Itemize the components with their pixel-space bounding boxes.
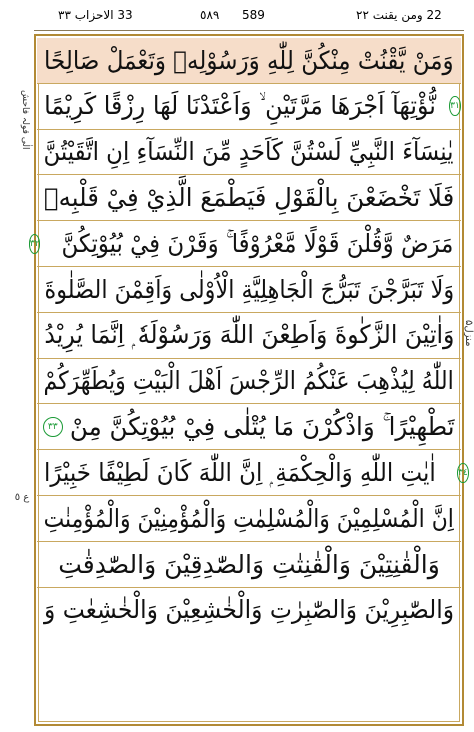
juz-label: 22 ومن يقنت ٢٢	[356, 8, 442, 22]
verse-text: يٰنِسَآءَ النَّبِيِّ لَسْتُنَّ كَاَحَدٍ مِّنَ النِّسَآءِ اِنِ اتَّقَيْتُنَّ	[44, 137, 454, 167]
verse-line	[37, 588, 461, 633]
verse-text: وَمَنْ يَّقْنُتْ مِنْكُنَّ لِلّٰهِ وَرَسُوْلِهٖ وَتَعْمَلْ صَالِحًا	[44, 45, 454, 75]
verse-line	[37, 84, 461, 130]
verse-text: تَطْهِيْرًا ۚ وَاذْكُرْنَ مَا يُتْلٰى فِيْ بُيُوْتِكُنَّ مِنْ	[69, 411, 455, 441]
verse-text: اللّٰهُ لِيُذْهِبَ عَنْكُمُ الرِّجْسَ اَهْلَ الْبَيْتِ وَيُطَهِّرَكُمْ	[43, 366, 455, 396]
verse-line	[37, 267, 461, 313]
margin-note-right: منزل۵	[463, 320, 474, 347]
verse-line	[37, 496, 461, 542]
verse-text: مَرَضٌ وَّقُلْنَ قَوْلًا مَّعْرُوْفًا ۚ وَقَرْنَ فِيْ بُيُوْتِكُنَّ	[61, 228, 454, 258]
ayah-marker: ٣٢	[29, 234, 41, 254]
verse-line	[37, 359, 461, 405]
surah-label: 33 الاحزاب ٣٣	[58, 8, 133, 22]
verse-line	[37, 404, 461, 450]
page-header	[0, 6, 474, 32]
page-number: 589	[242, 8, 265, 22]
header-divider	[34, 30, 464, 31]
verse-line	[37, 542, 461, 588]
verse-line	[37, 313, 461, 359]
verse-line	[37, 130, 461, 176]
verse-text: وَلَا تَبَرَّجْنَ تَبَرُّجَ الْجَاهِلِيَّةِ الْاُوْلٰى وَاَقِمْنَ الصَّلٰوةَ	[44, 274, 454, 304]
ayah-marker: ٣١	[449, 96, 461, 116]
ayah-marker: ٣٣	[43, 417, 63, 437]
margin-note-left: الٰی قولہ فاحش	[20, 90, 30, 150]
verse-line	[29, 221, 461, 267]
verse-line	[37, 38, 461, 84]
page-number-arabic: ٥٨٩	[200, 8, 220, 22]
ayah-marker: ٣٤	[457, 463, 469, 483]
verse-text: وَاٰتِيْنَ الزَّكٰوةَ وَاَطِعْنَ اللّٰهَ وَرَسُوْلَهٗ ۭ اِنَّمَا يُرِيْدُ	[43, 320, 455, 350]
verse-text: وَالْقٰنِتِيْنَ وَالْقٰنِتٰتِ وَالصّٰدِقِيْنَ وَالصّٰدِقٰتِ	[58, 549, 440, 579]
verse-text: وَالصّٰبِرِيْنَ وَالصّٰبِرٰتِ وَالْخٰشِعِيْنَ وَالْخٰشِعٰتِ وَ	[43, 595, 455, 625]
verse-text: اٰيٰتِ اللّٰهِ وَالْحِكْمَةِ ۭ اِنَّ اللّٰهَ كَانَ لَطِيْفًا خَبِيْرًا	[44, 457, 437, 487]
ruku-marker: ع ٥	[14, 492, 30, 503]
verse-text: اِنَّ الْمُسْلِمِيْنَ وَالْمُسْلِمٰتِ وَالْمُؤْمِنِيْنَ وَالْمُؤْمِنٰتِ	[43, 503, 455, 533]
verse-line	[37, 450, 468, 496]
verse-lines	[29, 38, 468, 632]
verse-line	[37, 175, 461, 221]
verse-text: نُّؤْتِهَآ اَجْرَهَا مَرَّتَيْنِ ۙ وَاَعْتَدْنَا لَهَا رِزْقًا كَرِيْمًا	[44, 91, 437, 121]
verse-text: فَلَا تَخْضَعْنَ بِالْقَوْلِ فَيَطْمَعَ الَّذِيْ فِيْ قَلْبِهٖ	[43, 183, 455, 213]
